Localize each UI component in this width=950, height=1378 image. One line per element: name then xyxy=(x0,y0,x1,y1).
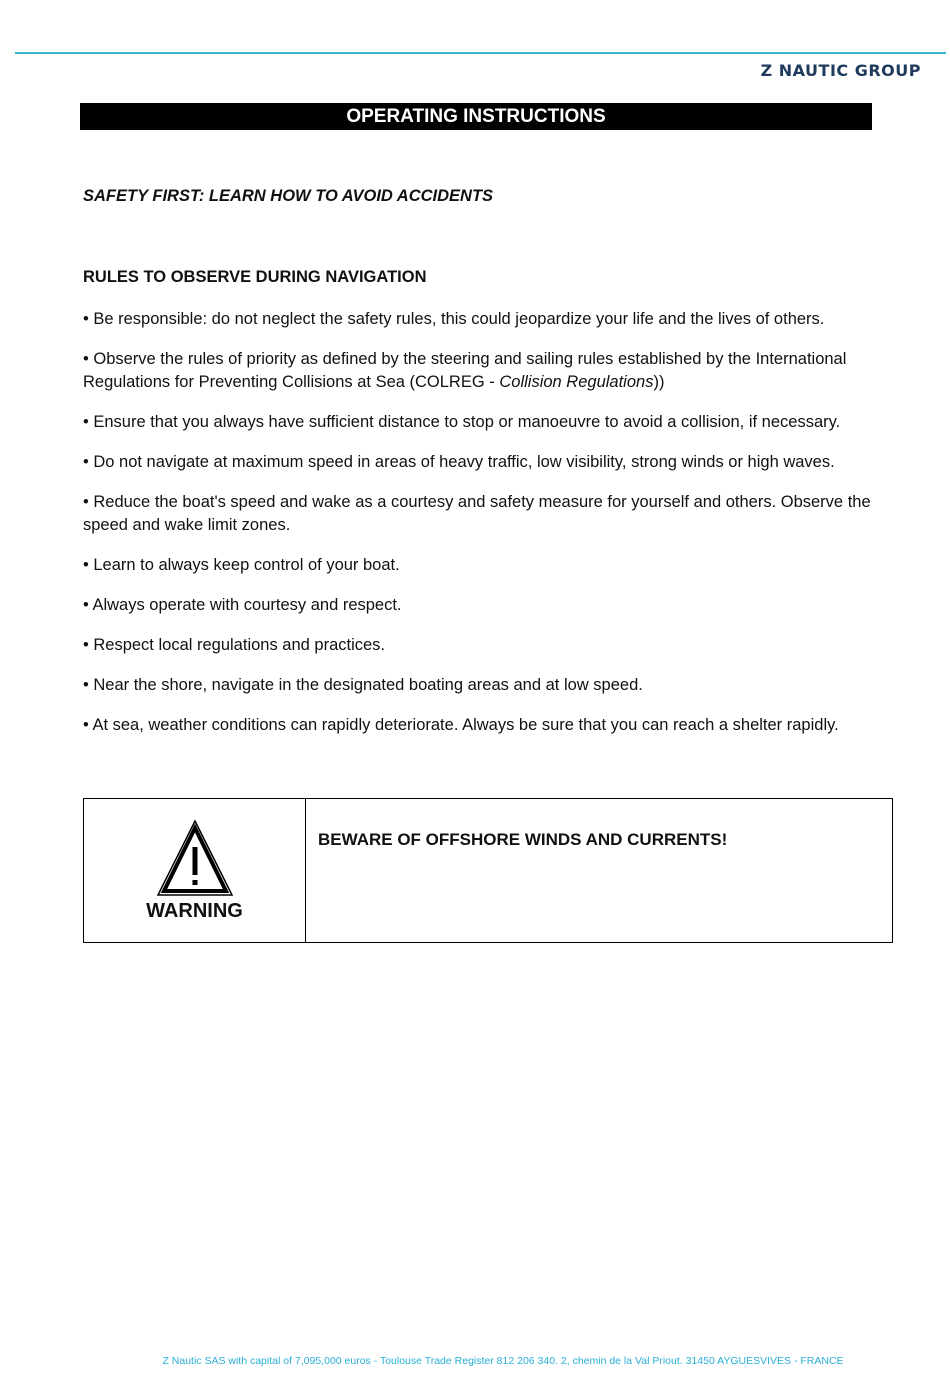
rule-item: • Be responsible: do not neglect the safety rules, this could jeopardize your life and the lives of others. xyxy=(83,310,825,328)
warning-label: WARNING xyxy=(146,900,243,922)
rule-item: • Learn to always keep control of your boat. xyxy=(83,556,400,574)
warning-triangle-icon xyxy=(156,819,234,897)
rules-heading: RULES TO OBSERVE DURING NAVIGATION xyxy=(83,268,427,286)
rule-item: • Always operate with courtesy and respect. xyxy=(83,596,402,614)
rule-item: • Near the shore, navigate in the designated boating areas and at low speed. xyxy=(83,676,643,694)
header-divider xyxy=(15,52,946,54)
warning-symbol-cell xyxy=(84,799,306,942)
page-title: OPERATING INSTRUCTIONS xyxy=(80,103,872,130)
rule-text: • Observe the rules of priority as defined by the steering and sailing rules established by the International Regulations for Preventing Collisions at Sea (COLREG - xyxy=(83,350,847,391)
rule-text: )) xyxy=(653,373,665,391)
rule-item: • Reduce the boat's speed and wake as a courtesy and safety measure for yourself and others. Observe the speed and wake limit zones. xyxy=(83,493,871,534)
rule-emphasis: Collision Regulations xyxy=(499,373,654,391)
warning-message: BEWARE OF OFFSHORE WINDS AND CURRENTS! xyxy=(318,830,728,849)
rule-item: • At sea, weather conditions can rapidly deteriorate. Always be sure that you can reach a shelter rapidly. xyxy=(83,716,839,734)
rule-item xyxy=(83,348,883,394)
brand-logo-text: Z NAUTIC GROUP xyxy=(760,61,921,80)
rule-item: • Respect local regulations and practices. xyxy=(83,636,386,654)
warning-box xyxy=(83,798,893,943)
warning-message-cell xyxy=(306,799,892,942)
rule-item: • Do not navigate at maximum speed in areas of heavy traffic, low visibility, strong winds or high waves. xyxy=(83,453,835,471)
safety-heading: SAFETY FIRST: LEARN HOW TO AVOID ACCIDENTS xyxy=(83,187,494,205)
footer-legal-text: Z Nautic SAS with capital of 7,095,000 euros - Toulouse Trade Register 812 206 340. 2, chemin de la Val Priout. 31450 AYGUESVIVES - FRANCE xyxy=(162,1355,844,1367)
rules-list xyxy=(83,308,883,754)
rule-item: • Ensure that you always have sufficient distance to stop or manoeuvre to avoid a collision, if necessary. xyxy=(83,413,841,431)
